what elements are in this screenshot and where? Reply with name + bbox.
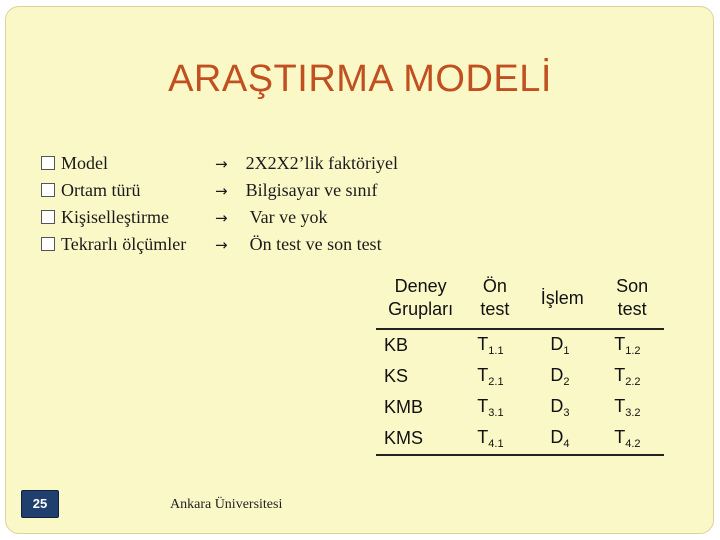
table-header-row — [376, 268, 664, 329]
footer-text: Ankara Üniversitesi — [170, 497, 283, 512]
header-posttest: Son test — [600, 268, 664, 329]
checkbox-bullet-icon — [41, 210, 55, 224]
page-number-badge: 25 — [21, 490, 59, 518]
right-arrow-icon: → — [215, 182, 228, 200]
pretest-cell: $T_{4.1}$ — [465, 423, 524, 455]
treatment-cell: $D_1$ — [550, 334, 570, 357]
bullet-label: Model — [61, 153, 108, 173]
posttest-cell: $T_{3.2}$ — [614, 396, 641, 419]
treatment-cell: $D_4$ — [524, 423, 600, 455]
right-arrow-icon: → — [215, 236, 228, 254]
bullet-value-row — [215, 150, 398, 177]
header-treatment: İşlem — [524, 268, 600, 329]
table-row — [376, 329, 664, 361]
bullet-value: Bilgisayar ve sınıf — [245, 180, 378, 200]
group-cell: KS — [384, 366, 409, 386]
bullet-value-row — [215, 177, 398, 204]
checkbox-bullet-icon — [41, 237, 55, 251]
group-cell: KMS — [376, 423, 465, 455]
header-pretest: Ön test — [465, 268, 524, 329]
checkbox-bullet-icon — [41, 183, 55, 197]
table-row — [376, 361, 664, 392]
bullet-values — [215, 150, 398, 258]
bullet-item — [41, 231, 186, 258]
pretest-cell: $T_{3.1}$ — [477, 396, 504, 419]
posttest-cell: $T_{2.2}$ — [614, 365, 641, 388]
right-arrow-icon: → — [215, 155, 228, 173]
treatment-cell: $D_3$ — [550, 396, 570, 419]
research-design-table — [376, 268, 664, 456]
posttest-cell: $T_{4.2}$ — [600, 423, 664, 455]
bullet-value: Ön test ve son test — [249, 234, 382, 254]
table-row — [376, 392, 664, 423]
bullet-value: 2X2X2’lik faktöriyel — [245, 153, 399, 173]
bullet-label: Ortam türü — [61, 180, 141, 200]
bullet-value: Var ve yok — [249, 207, 328, 227]
bullet-label: Tekrarlı ölçümler — [61, 234, 187, 254]
bullet-value-row — [215, 231, 398, 258]
header-groups: Deney Grupları — [376, 268, 465, 329]
bullet-item — [41, 150, 186, 177]
slide-title: ARAŞTIRMA MODELİ — [168, 58, 552, 100]
group-cell: KMB — [384, 397, 424, 417]
bullet-item — [41, 204, 186, 231]
bullet-list — [41, 150, 186, 258]
checkbox-bullet-icon — [41, 156, 55, 170]
right-arrow-icon: → — [215, 209, 228, 227]
treatment-cell: $D_2$ — [550, 365, 570, 388]
group-cell: KB — [384, 335, 409, 355]
pretest-cell: $T_{2.1}$ — [477, 365, 504, 388]
bullet-value-row — [215, 204, 398, 231]
posttest-cell: $T_{1.2}$ — [614, 334, 641, 357]
table-row — [376, 423, 664, 455]
bullet-item — [41, 177, 186, 204]
bullet-label: Kişiselleştirme — [61, 207, 169, 227]
pretest-cell: $T_{1.1}$ — [477, 334, 504, 357]
